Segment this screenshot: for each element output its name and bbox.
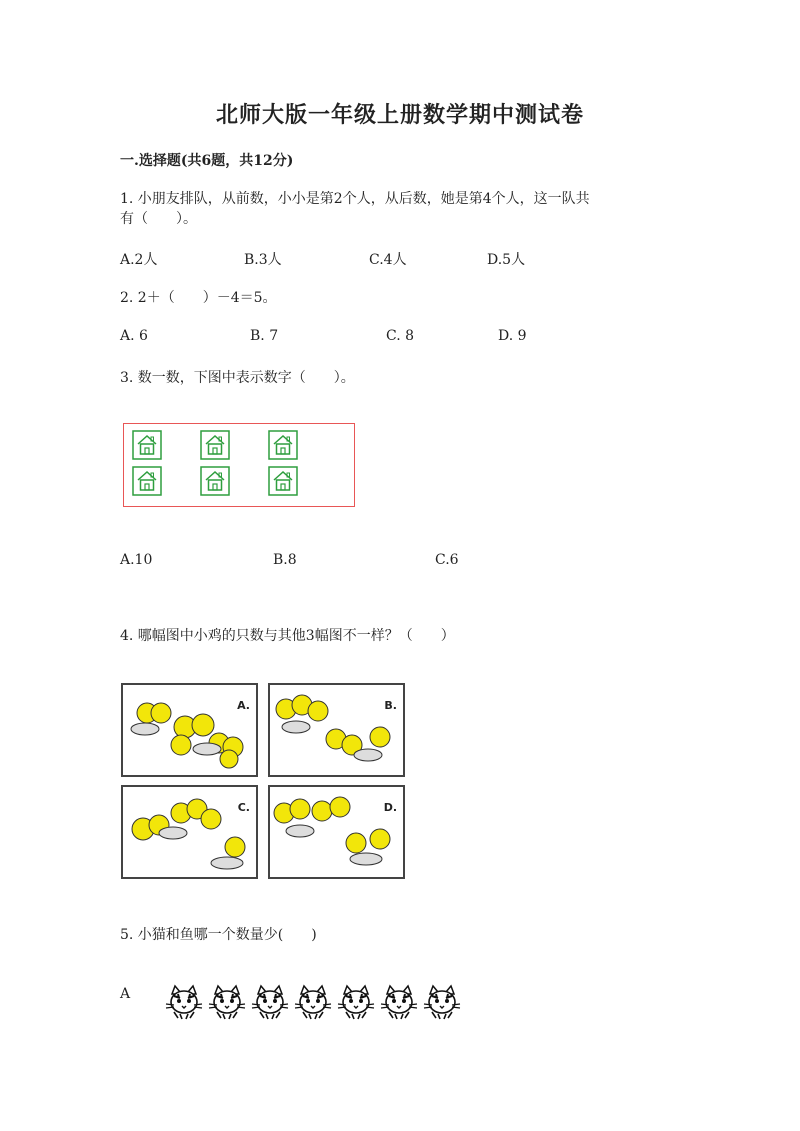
chick-picture-grid bbox=[121, 683, 407, 881]
q3-option-a: A.10 bbox=[120, 552, 153, 568]
panel-label-b: B. bbox=[384, 699, 397, 712]
q2-option-d: D. 9 bbox=[498, 328, 527, 344]
house-icon bbox=[200, 430, 230, 460]
cat-icon bbox=[293, 984, 333, 1020]
question-1-line1: 1. 小朋友排队，从前数，小小是第2个人，从后数，她是第4个人，这一队共 bbox=[120, 191, 590, 207]
q1-option-d: D.5人 bbox=[487, 252, 526, 268]
panel-label-c: C. bbox=[237, 801, 250, 814]
chick-panel-b bbox=[268, 683, 405, 777]
q5-option-a-label: A bbox=[120, 986, 131, 1002]
house-icon bbox=[200, 466, 230, 496]
cat-icon bbox=[207, 984, 247, 1020]
question-5: 5. 小猫和鱼哪一个数量少( ) bbox=[120, 927, 317, 943]
cat-icon bbox=[379, 984, 419, 1020]
cat-icon bbox=[422, 984, 462, 1020]
house-icon bbox=[268, 466, 298, 496]
chick-illustration bbox=[270, 685, 403, 775]
chick-illustration bbox=[123, 787, 256, 877]
panel-label-d: D. bbox=[383, 801, 397, 814]
page-title: 北师大版一年级上册数学期中测试卷 bbox=[215, 102, 584, 128]
chick-panel-c bbox=[121, 785, 258, 879]
chick-illustration bbox=[123, 685, 256, 775]
q3-option-c: C.6 bbox=[435, 552, 459, 568]
question-4: 4. 哪幅图中小鸡的只数与其他3幅图不一样？（ ） bbox=[120, 628, 455, 644]
section-heading: 一.选择题(共6题，共12分) bbox=[120, 153, 294, 169]
q1-option-b: B.3人 bbox=[244, 252, 282, 268]
q3-option-b: B.8 bbox=[273, 552, 297, 568]
house-icon bbox=[132, 430, 162, 460]
house-icon bbox=[268, 430, 298, 460]
question-1-line2: 有（ ）。 bbox=[120, 211, 197, 227]
house-picture-frame bbox=[123, 423, 355, 507]
q2-option-a: A. 6 bbox=[120, 328, 148, 344]
question-2: 2. 2＋（ ）－4＝5。 bbox=[120, 290, 277, 306]
q1-option-a: A.2人 bbox=[120, 252, 158, 268]
q1-option-c: C.4人 bbox=[369, 252, 407, 268]
cat-row bbox=[164, 984, 466, 1020]
q2-option-b: B. 7 bbox=[250, 328, 279, 344]
house-icon bbox=[132, 466, 162, 496]
question-3: 3. 数一数，下图中表示数字（ ）。 bbox=[120, 370, 355, 386]
q2-option-c: C. 8 bbox=[386, 328, 415, 344]
cat-icon bbox=[164, 984, 204, 1020]
chick-panel-d bbox=[268, 785, 405, 879]
cat-icon bbox=[250, 984, 290, 1020]
chick-panel-a bbox=[121, 683, 258, 777]
cat-icon bbox=[336, 984, 376, 1020]
panel-label-a: A. bbox=[237, 699, 250, 712]
